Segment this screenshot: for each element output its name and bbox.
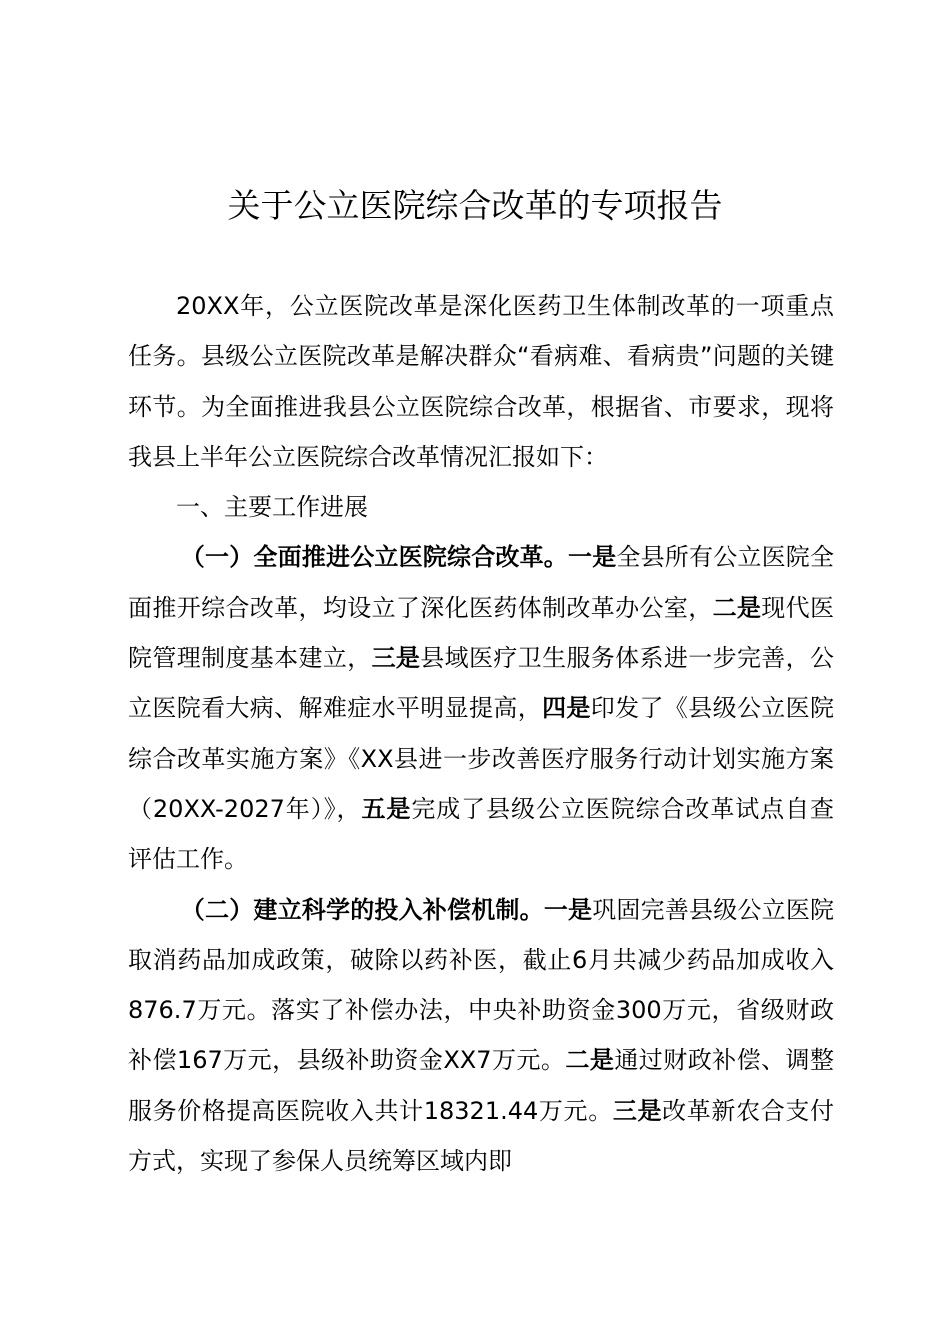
point-text: 现代医院管理制度基本建立， [128, 593, 835, 673]
subsection-1-heading: （一）全面推进公立医院综合改革。 [180, 543, 568, 572]
document-body [128, 281, 834, 1186]
point-text: 改革新农合支付方式，实现了参保人员统筹区域内即 [128, 1096, 835, 1176]
point-label: 三是 [371, 644, 421, 673]
point-text: 通过财政补偿、调整服务价格提高医院收入共计18321.44万元。 [128, 1046, 835, 1125]
point-text: 完成了县级公立医院综合改革试点自查评估工作。 [128, 794, 835, 874]
point-text: 巩固完善县级公立医院取消药品加成政策，破除以药补医，截止6月共减少药品加成收入876.7万元。落实了补偿办法，中央补助资金300万元，省级财政补偿167万元，县级补助资金XX7万元。 [128, 895, 835, 1075]
point-label: 一是 [543, 895, 593, 924]
point-text: 印发了《县级公立医院综合改革实施方案》《XX县进一步改善医疗服务行动计划实施方案（20XX-2027年）》， [128, 694, 835, 823]
subsection-1-paragraph [128, 532, 834, 884]
point-label: 三是 [612, 1096, 663, 1125]
point-label: 二是 [565, 1046, 615, 1075]
subsection-2-heading: （二）建立科学的投入补偿机制。 [180, 895, 544, 924]
intro-paragraph: 20XX年，公立医院改革是深化医药卫生体制改革的一项重点任务。县级公立医院改革是解决群众“看病难、看病贵”问题的关键环节。为全面推进我县公立医院综合改革，根据省、市要求，现将我县上半年公立医院综合改革情况汇报如下： [128, 292, 834, 471]
subsection-2-paragraph [128, 885, 834, 1187]
point-text: 县域医疗卫生服务体系进一步完善，公立医院看大病、解难症水平明显提高， [128, 644, 835, 723]
point-label: 一是 [568, 543, 617, 572]
point-label: 五是 [361, 794, 412, 823]
point-text: 全县所有公立医院全面推开综合改革，均设立了深化医药体制改革办公室， [128, 543, 835, 622]
document-title: 关于公立医院综合改革的专项报告 [227, 186, 723, 225]
point-label: 二是 [712, 593, 762, 622]
section-1-heading: 一、主要工作进展 [176, 493, 368, 522]
point-label: 四是 [542, 694, 591, 723]
